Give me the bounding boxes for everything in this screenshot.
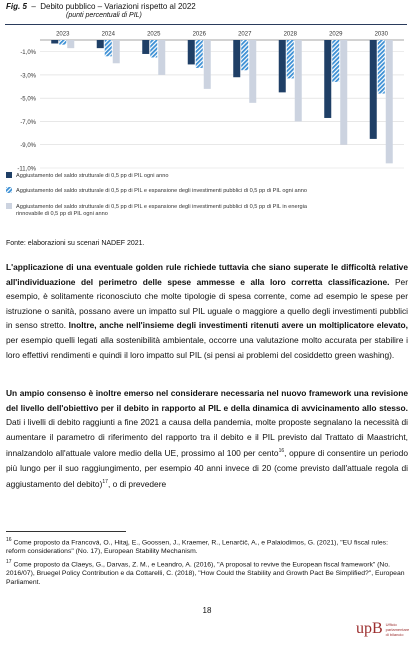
bar-series-1: [324, 40, 331, 118]
legend-label: Aggiustamento del saldo strutturale di 0,5 pp di PIL e espansione degli investimenti pubblici di 0,5 pp di PIL ogni anno: [16, 188, 307, 194]
figure-title-text: Debito pubblico – Variazioni rispetto al 2022: [40, 2, 196, 11]
upb-logo: [356, 620, 409, 638]
paragraph-1-bold-2: Inoltre, anche nell'insieme degli investimenti ritenuti avere un moltiplicatore elevato,: [65, 320, 409, 331]
category-label: 2025: [147, 31, 161, 38]
footnote-ref-16: 16: [278, 448, 285, 455]
figure-title: [6, 2, 196, 11]
bar-series-3: [67, 40, 74, 48]
bar-series-2: [287, 40, 294, 78]
bar-series-2: [105, 40, 112, 56]
category-label: 2028: [283, 31, 297, 38]
category-label: 2026: [192, 31, 206, 38]
y-tick-label: -11,0%: [17, 166, 36, 173]
y-tick-label: -9,0%: [20, 143, 36, 150]
paragraph-1-text-2: per esempio quelli legati alla sostenibilità ambientale, occorre una valutazione molto accurata per stabilire i loro effettivi rendimenti e quindi il loro impatto sul PIL (si pensi ai problemi del cosiddetto green washing).: [6, 334, 408, 360]
footnote-16-number: 16: [6, 537, 12, 543]
y-tick-label: -3,0%: [20, 73, 36, 80]
figure-label: Fig. 5: [6, 2, 27, 11]
paragraph-1-text: Per esempio, è solitamente riconosciuto che molte tipologie di spesa corrente, come ad esempio le spese per istruzione o sanità, possano avere un impatto sul PIL uguale o maggiore a quello degli investimenti pubblici in senso stretto.: [6, 276, 408, 331]
category-label: 2027: [238, 31, 252, 38]
bar-series-1: [51, 40, 58, 43]
paragraph-2-text-2: , oppure di consentire un periodo più lungo per il suo raggiungimento, per esempio 40 anni invece di 20 (come previsto dall'attuale regola di aggiustamento del debito): [6, 448, 408, 490]
paragraph-1: [6, 260, 408, 362]
bar-series-3: [295, 40, 302, 121]
bar-series-3: [386, 40, 393, 163]
figure-rule: [5, 24, 407, 25]
paragraph-2-bold: Un ampio consenso è inoltre emerso nel considerare necessaria nel nuovo framework una revisione del livello dell'obiettivo per il debito in rapporto al PIL e della dinamica di avvicinamento allo stesso.: [6, 388, 408, 413]
logo-text: [386, 622, 410, 637]
legend-swatch: [6, 203, 12, 209]
paragraph-2-text-3: , o di prevedere: [107, 479, 167, 490]
footnote-16: [6, 536, 408, 556]
legend-swatch: [6, 187, 12, 193]
bar-series-2: [241, 40, 248, 70]
bar-series-1: [97, 40, 104, 48]
logo-line-1: Ufficio: [385, 621, 397, 627]
y-tick-label: -5,0%: [20, 96, 36, 103]
y-tick-label: -7,0%: [20, 119, 36, 126]
paragraph-2-text: Dati i livelli di debito raggiunti a fine 2021 a causa della pandemia, molte proposte segnalano la necessità di aumentare il parametro di riferimento del rapporto tra il debito e il PIL previsto dal Trattato di Maastricht, innalzandolo all'attuale valore medio della UE, prossimo al 100 per cento: [6, 417, 408, 459]
legend-label: Aggiustamento del saldo strutturale di 0,5 pp di PIL e espansione degli investimenti pubblici di 0,5 pp di PIL in energia rinnovabile di 0,5 pp di PIL ogni anno: [16, 204, 307, 217]
bar-series-1: [279, 40, 286, 92]
bar-series-3: [204, 40, 211, 89]
paragraph-1-bold: L'applicazione di una eventuale golden rule richiede tuttavia che siano superate le difficoltà relative all'individuazione del perimetro delle spese ammesse e alla loro corretta classificazione.: [6, 262, 408, 287]
bar-series-1: [142, 40, 149, 54]
bar-series-2: [378, 40, 385, 94]
footnote-17: [6, 558, 408, 587]
bar-series-3: [113, 40, 120, 63]
footnote-17-text: Come proposto da Claeys, G., Darvas, Z. M., e Leandro, A. (2016), "A proposal to revive the European fiscal framework" (No. 2016/07), Bruegel Policy Contribution e da Cottarelli, C. (2018), "How Could the Stability and Growth Pact Be Simplified?", European Parliament.: [6, 561, 405, 587]
bar-series-1: [370, 40, 377, 139]
category-label: 2023: [56, 31, 70, 38]
bar-series-3: [158, 40, 165, 75]
footnote-16-text: Come proposto da Francová, O., Hitaj, E., Goossen, J., Kraemer, R., Lenarčič, A., e Palaiodimos, G. (2021), "EU fiscal rules: reform considerations" (No. 17), European Stability Mechanism.: [6, 539, 388, 556]
bar-series-1: [233, 40, 240, 77]
footnote-17-number: 17: [6, 559, 12, 565]
category-label: 2024: [101, 31, 115, 38]
bar-series-2: [196, 40, 203, 68]
figure-source: Fonte: elaborazioni su scenari NADEF 2021.: [6, 240, 145, 247]
bar-series-2: [332, 40, 339, 82]
figure-dash: –: [31, 2, 36, 11]
bar-series-3: [249, 40, 256, 103]
logo-mark: upB: [356, 620, 383, 637]
footnote-rule: [6, 531, 126, 532]
bar-series-3: [340, 40, 347, 145]
bar-series-1: [188, 40, 195, 64]
page-number: 18: [202, 606, 212, 615]
figure-subtitle: (punti percentuali di PIL): [66, 12, 142, 19]
logo-line-2: parlamentare: [385, 626, 410, 632]
debt-chart: [0, 26, 414, 241]
bar-series-2: [59, 40, 66, 45]
category-label: 2029: [329, 31, 343, 38]
footnote-ref-17: 17: [102, 479, 108, 486]
y-tick-label: -1,0%: [20, 50, 36, 57]
legend-swatch: [6, 172, 12, 178]
category-label: 2030: [374, 31, 388, 38]
logo-line-3: di bilancio: [385, 631, 404, 637]
legend-label: Aggiustamento del saldo strutturale di 0,5 pp di PIL ogni anno: [16, 173, 169, 179]
bar-series-2: [150, 40, 157, 57]
paragraph-2: [6, 386, 408, 492]
